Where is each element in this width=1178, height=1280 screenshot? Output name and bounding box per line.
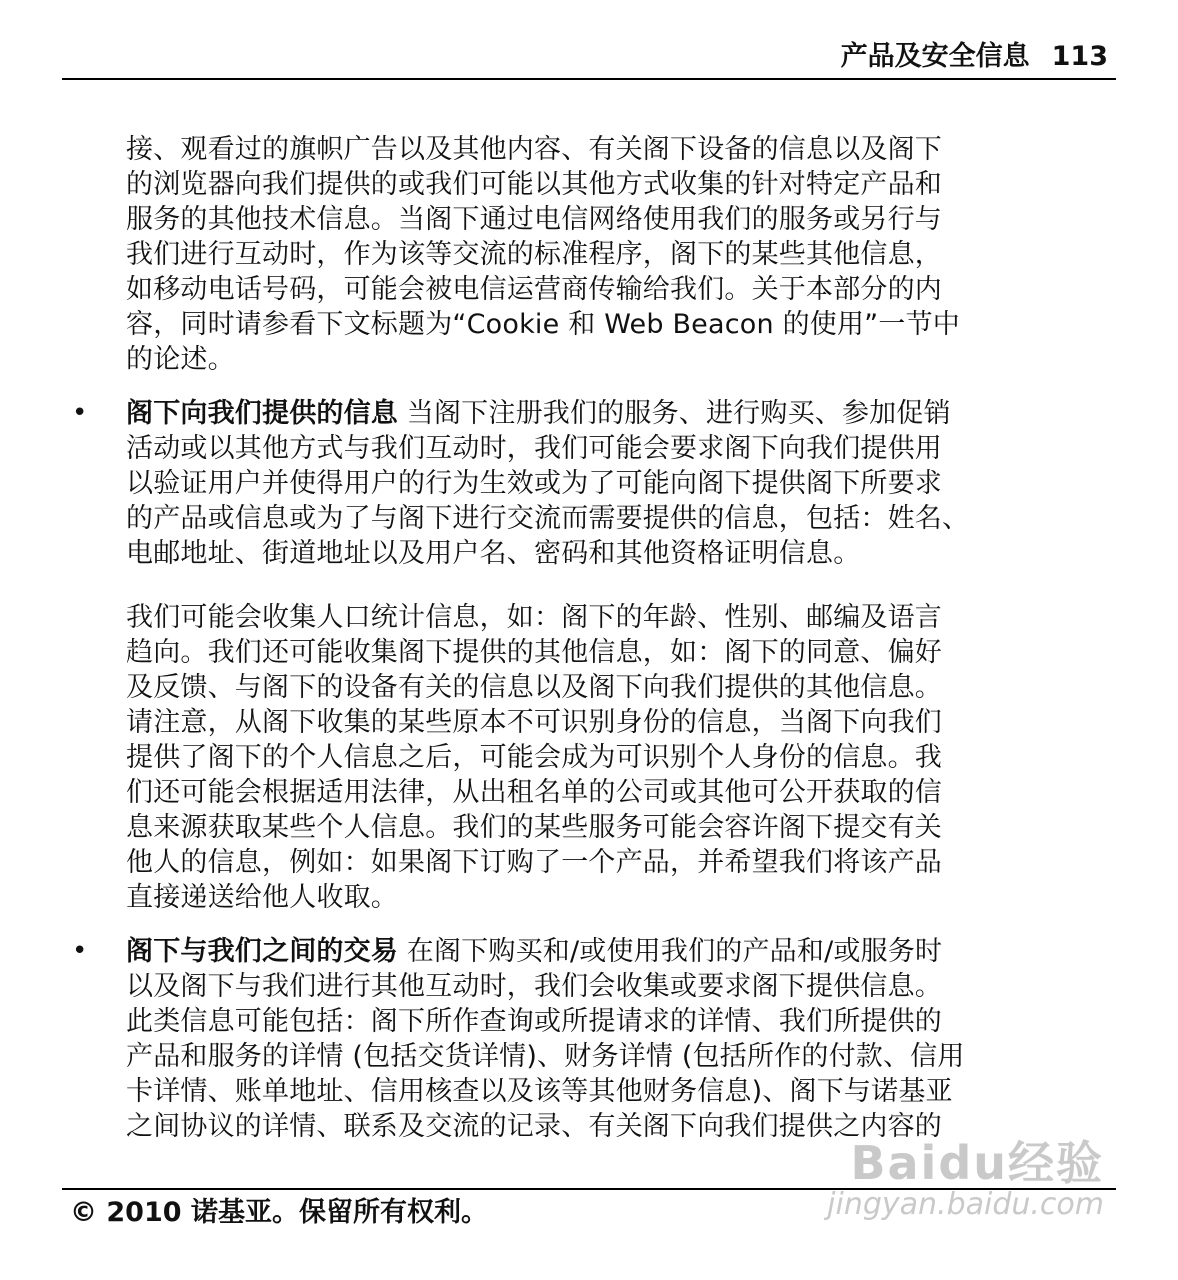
intro-paragraph: [126, 132, 1108, 377]
paragraph-line: 他人的信息，例如：如果阁下订购了一个产品，并希望我们将该产品: [126, 847, 942, 878]
paragraph-line: 们还可能会根据适用法律，从出租名单的公司或其他可公开获取的信: [126, 777, 942, 808]
paragraph-line: 及反馈、与阁下的设备有关的信息以及阁下向我们提供的其他信息。: [126, 672, 942, 703]
footer-divider: [62, 1188, 1116, 1190]
intro-line: 的论述。: [126, 344, 235, 375]
intro-line: 服务的其他技术信息。当阁下通过电信网络使用我们的服务或另行与: [126, 204, 942, 235]
paragraph-line: 提供了阁下的个人信息之后，可能会成为可识别个人身份的信息。我: [126, 742, 942, 773]
baidu-watermark: [827, 1138, 1104, 1222]
bullet-line: 活动或以其他方式与我们互动时，我们可能会要求阁下向我们提供用: [126, 433, 942, 464]
bullet-first-line: [126, 396, 1108, 431]
bullet-line: 电邮地址、街道地址以及用户名、密码和其他资格证明信息。: [126, 538, 861, 569]
intro-line: 我们进行互动时，作为该等交流的标准程序，阁下的某些其他信息，: [126, 239, 942, 270]
bullet-line: 卡详情、账单地址、信用核查以及该等其他财务信息)、阁下与诺基亚: [126, 1076, 953, 1107]
intro-line: 容，同时请参看下文标题为“Cookie 和 Web Beacon 的使用”一节中: [126, 309, 960, 340]
intro-line: 接、观看过的旗帜广告以及其他内容、有关阁下设备的信息以及阁下: [126, 134, 942, 165]
bullet-marker: •: [72, 936, 88, 966]
bullet-first-line-text: 在阁下购买和/或使用我们的产品和/或服务时: [398, 936, 943, 967]
bullet-first-line: [126, 934, 1108, 969]
bullet-line: 以验证用户并使得用户的行为生效或为了可能向阁下提供阁下所要求: [126, 468, 942, 499]
paragraph-line: 趋向。我们还可能收集阁下提供的其他信息，如：阁下的同意、偏好: [126, 637, 942, 668]
bullet-term: 阁下向我们提供的信息: [126, 398, 398, 429]
bullet-marker: •: [72, 398, 88, 428]
copyright-footer: © 2010 诺基亚。保留所有权利。: [70, 1197, 488, 1228]
bullet-line: 的产品或信息或为了与阁下进行交流而需要提供的信息，包括：姓名、: [126, 503, 970, 534]
header-title: 产品及安全信息: [840, 41, 1030, 72]
bullet-line: 产品和服务的详情 (包括交货详情)、财务详情 (包括所作的付款、信用: [126, 1041, 965, 1072]
paragraph-line: 息来源获取某些个人信息。我们的某些服务可能会容许阁下提交有关: [126, 812, 942, 843]
paragraph-line: 请注意，从阁下收集的某些原本不可识别身份的信息，当阁下向我们: [126, 707, 942, 738]
intro-line: 如移动电话号码，可能会被电信运营商传输给我们。关于本部分的内: [126, 274, 942, 305]
page-number: 113: [1051, 41, 1108, 72]
watermark-url: jingyan.baidu.com: [827, 1187, 1104, 1222]
bullet-first-line-text: 当阁下注册我们的服务、进行购买、参加促销: [398, 398, 951, 429]
bullet-item-provided-info: [126, 396, 1108, 571]
page-header: [62, 40, 1116, 80]
bullet-line: 以及阁下与我们进行其他互动时，我们会收集或要求阁下提供信息。: [126, 971, 942, 1002]
paragraph-line: 我们可能会收集人口统计信息，如：阁下的年龄、性别、邮编及语言: [126, 602, 942, 633]
bullet-item-transactions: [126, 934, 1108, 1144]
paragraph-line: 直接递送给他人收取。: [126, 882, 398, 913]
bullet-term: 阁下与我们之间的交易: [126, 936, 398, 967]
bullet-line: 此类信息可能包括：阁下所作查询或所提请求的详情、我们所提供的: [126, 1006, 942, 1037]
intro-line: 的浏览器向我们提供的或我们可能以其他方式收集的针对特定产品和: [126, 169, 942, 200]
bullet-line: 之间协议的详情、联系及交流的记录、有关阁下向我们提供之内容的: [126, 1111, 942, 1142]
demographics-paragraph: [126, 600, 1108, 915]
watermark-logo: Baidu经验: [850, 1136, 1104, 1190]
